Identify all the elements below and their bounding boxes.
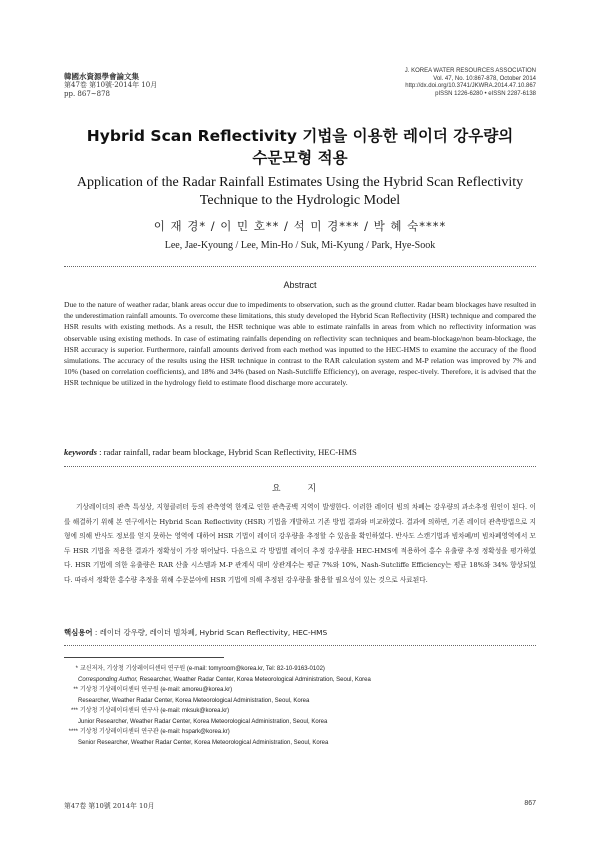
doi-link[interactable]: http://dx.doi.org/10.3741/JKWRA.2014.47.10.867 (405, 83, 536, 90)
footer-volume: 第47卷 第10號 2014年 10月 (64, 802, 155, 810)
korean-abstract-body: 기상레이더의 관측 특성상, 지형클러터 등의 관측영역 한계로 인한 관측공백 지역이 발생한다. 이러한 레이더 빔의 차폐는 강우량의 과소추정 원인이 된다. 이를 해결하기 위해 본 연구에서는 Hybrid Scan Reflectivity (HSR) 기법을 개발하고 기존 방법 결과와 비교하였다. 결과에 의하면, 기존 레이더 관측방법으로 지형에 의해 반사도 정보를 얻지 못하는 영역에 대하여 HSR 기법이 레이더 강우량을 추정할 수 있음을 확인하였다. 반사도 스캔기법과 빔차폐/비 빔차폐영역에서 모두 HSR 기법을 적용한 결과가 정확성이 가장 뛰어났다. 다음으로 각 방법별 레이더 추정 강우량을 HEC-HMS에 적용하여 홍수 유출량 추정 정확성을 평가하였다. HSR 기법에 의한 유출량은 RAR 산출 시스템과 M-P 관계식 대비 상관계수는 평균 7%와 10%, Nash-Sutcliffe Efficiency는 평균 18%와 34% 향상되었다. 따라서 정확한 홍수량 추정을 위해 수문분야에 HSR 기법에 의해 추정된 강우량을 활용할 필요성이 있는 것으로 사료된다. (64, 503, 536, 584)
korean-keywords-label: 핵심용어 (64, 628, 93, 637)
page-number: 867 (524, 800, 536, 807)
title-korean-line-1: Hybrid Scan Reflectivity 기법을 이용한 레이더 강우량의 (86, 127, 514, 145)
footnote-text-ko: 기상청 기상레이더센터 연구원 (e-mail: amoreu@korea.kr) (80, 687, 233, 693)
footnote-mark: ** (73, 687, 78, 693)
journal-volume-en: Vol. 47, No. 10:867-878, October 2014 (433, 75, 536, 82)
keywords-text: : radar rainfall, radar beam blockage, Hybrid Scan Reflectivity, HEC-HMS (99, 447, 357, 457)
footnote-2 (64, 685, 536, 706)
footnotes (64, 664, 536, 748)
footnote-text-en: Junior Researcher, Weather Radar Center, Korea Meteorological Administration, Seoul, Korea (78, 718, 328, 725)
authors-english: Lee, Jae-Kyoung / Lee, Min-Ho / Suk, Mi-Kyung / Park, Hye-Sook (164, 240, 436, 251)
journal-name-en: J. KOREA WATER RESOURCES ASSOCIATION (404, 68, 536, 74)
divider-top (64, 266, 536, 267)
journal-header-ko (64, 72, 157, 99)
issn: pISSN 1226-6280 • eISSN 2287-6138 (435, 90, 536, 97)
journal-name-ko: 韓國水資源學會論文集 (64, 72, 139, 81)
footnote-4 (64, 727, 536, 748)
authors-korean: 이 재 경* / 이 민 호** / 석 미 경*** / 박 혜 숙**** (153, 219, 447, 233)
footnote-mark: **** (68, 729, 78, 735)
keywords-line (64, 447, 536, 457)
footnote-1 (64, 664, 536, 685)
footnote-text-ko: 기상청 기상레이더센터 연구관 (e-mail: hspark@korea.kr) (80, 729, 230, 735)
journal-header-en (405, 68, 536, 98)
keywords-label: keywords (64, 447, 97, 457)
korean-keywords-text: : 레이더 강우량, 레이더 빔차폐, Hybrid Scan Reflectivity, HEC-HMS (94, 628, 328, 637)
journal-volume-ko: 第47卷 第10號·2014年 10月 (64, 81, 158, 89)
footnote-corresponding-label: Corresponding Author, (78, 676, 138, 683)
footnote-mark: * (75, 666, 78, 672)
footnote-text-en: Senior Researcher, Weather Radar Center, Korea Meteorological Administration, Seoul, Korea (78, 739, 329, 746)
footnote-text-en: Researcher, Weather Radar Center, Korea Meteorological Administration, Seoul, Korea (78, 697, 310, 704)
title-english-line-2: Technique to the Hydrologic Model (199, 193, 401, 208)
korean-abstract-heading: 요 지 (271, 484, 329, 494)
title-english-line-1: Application of the Radar Rainfall Estimates Using the Hybrid Scan Reflectivity (76, 175, 524, 190)
divider-bottom (64, 645, 536, 646)
footnote-mark: *** (70, 708, 78, 714)
divider-middle (64, 466, 536, 467)
footnote-text-ko: 교신저자, 기상청 기상레이더센터 연구원 (e-mail: tomyroom@korea.kr, Tel: 82-10-9163-0102) (80, 666, 325, 672)
abstract-heading: Abstract (283, 280, 317, 290)
title-english (40, 174, 560, 210)
footnote-text-en: Researcher, Weather Radar Center, Korea Meteorological Administration, Seoul, Korea (137, 676, 371, 683)
journal-pages: pp. 867~878 (64, 90, 110, 98)
footnote-rule (64, 657, 224, 658)
title-korean-line-2: 수문모형 적용 (252, 149, 348, 167)
korean-keywords-line (64, 627, 536, 638)
footnote-3 (64, 706, 536, 727)
abstract-body: Due to the nature of weather radar, blank areas occur due to impediments to observation, such as the ground clutter. Radar beam blockages have resulted in the underestimation rainfall amounts. To overcome these limitations, this study developed the Hybrid Scan Reflectivity (HSR) technique and compared the HSR results with existing methods. As a result, the HSR technique was able to estimate rainfalls in areas from which no reflectivity information was observable using existing methods. In case of estimating rainfalls depending on reflectivity scan techniques and beam-blockage/non beam-blockage, the HSR accuracy is superior. Furthermore, rainfall amounts derived from each method was inputted to the HEC-HMS to examine the accuracy of the flood simulations. The accuracy of the results using the HSR technique in contrast to the RAR calculation system and M-P relation was improved by 7% and 10% (based on correlation coefficients), and 18% and 34% (based on Nash-Sutcliffe Efficiency), on average, respec-tively. Therefore, it is advised that the HSR technique be utilized in the hydrology field to estimate flood discharge more accurately. (64, 300, 536, 388)
footnote-text-ko: 기상청 기상레이더센터 연구사 (e-mail: mksuk@korea.kr) (80, 708, 230, 714)
title-korean (40, 125, 560, 169)
